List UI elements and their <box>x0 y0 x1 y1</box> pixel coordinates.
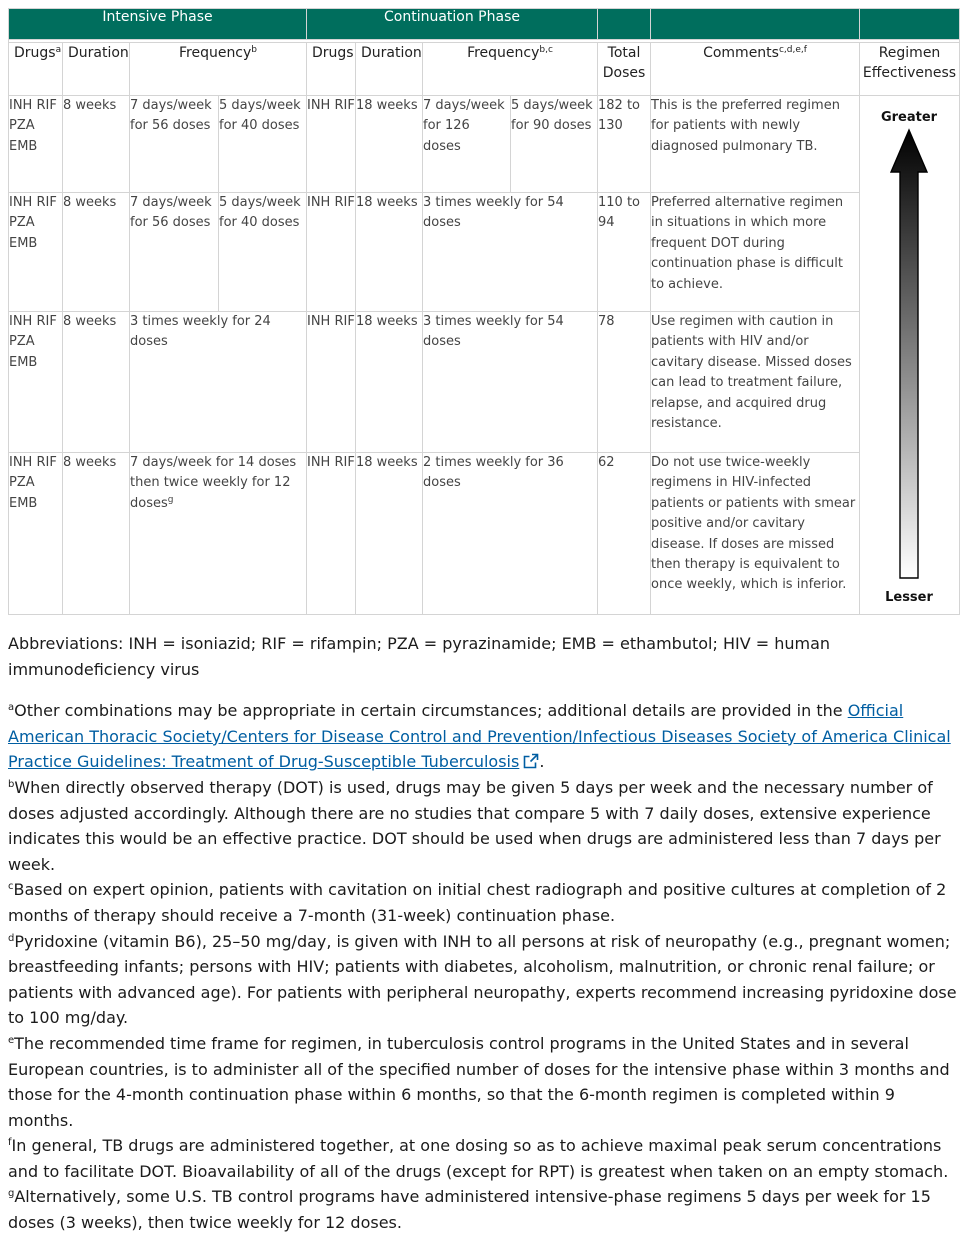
footnote-b: $^b$When directly observed therapy (DOT) is used, drugs may be given 5 days per week and the necessary number of doses adjusted accordingly. Although there are no studies that compare 5 with 7 daily doses, extensive experience indicates this would be an effective practice. DOT should be used when drugs are administered less than 7 days per week. <box>8 777 941 874</box>
lesser-label: Lesser <box>885 590 933 605</box>
frequency-cell: 3 times weekly for 24 doses <box>130 312 307 453</box>
phase-header-blank <box>860 9 960 40</box>
footnote-e: $^e$The recommended time frame for regimen, in tuberculosis control programs in the United States and in several European countries, is to administer all of the specified number of doses for the intensive phase within 3 months and those for the 4-month continuation phase within 6 months, so that the 6-month regimen is completed within 9 months. <box>8 1033 950 1130</box>
table-row <box>9 96 960 193</box>
total-doses-cell: 62 <box>598 453 651 615</box>
footnote-g: $^g$Alternatively, some U.S. TB control programs have administered intensive-phase regimens 5 days per week for 15 doses (3 weeks), then twice weekly for 12 doses. <box>8 1187 931 1233</box>
duration-cell: 8 weeks <box>63 193 130 312</box>
cont-frequency-column-header: Frequency$^{b,c}$ <box>423 43 598 96</box>
footnote-a: $^a$Other combinations may be appropriate in certain circumstances; additional details are provided in the Official American Thoracic Society/Centers for Disease Control and Prevention/Infectious Diseases Society of America Clinical Practice Guidelines: Treatment of Drug-Susceptible Tuberculosis . <box>8 701 951 772</box>
duration-column-header: Duration <box>63 43 130 96</box>
footnote-f: $^f$In general, TB drugs are administered together, at one dosing so as to achieve maximal peak serum concentrations and to facilitate DOT. Bioavailability of all of the drugs (except for RPT) is greatest when taken on an empty stomach. <box>8 1136 949 1181</box>
cont-drugs-column-header: Drugs <box>307 43 356 96</box>
table-row <box>9 312 960 453</box>
cont-duration-cell: 18 weeks <box>356 312 423 453</box>
cont-frequency-cell: 3 times weekly for 54 doses <box>423 193 598 312</box>
comments-cell: Preferred alternative regimen in situations in which more frequent DOT during continuation phase is difficult to achieve. <box>651 193 860 312</box>
cont-drugs-cell: INH RIF <box>307 312 356 453</box>
duration-cell: 8 weeks <box>63 312 130 453</box>
phase-header-blank <box>598 9 651 40</box>
total-doses-column-header: Total Doses <box>598 43 651 96</box>
effectiveness-column-header: Regimen Effectiveness <box>860 43 960 96</box>
frequency-column-header: Frequency$^b$ <box>130 43 307 96</box>
cont-drugs-cell: INH RIF <box>307 453 356 615</box>
frequency-cell: 7 days/week for 56 doses <box>130 193 219 312</box>
cont-frequency-cell: 7 days/week for 126 doses <box>423 96 511 193</box>
cont-frequency-cell: 5 days/week for 90 doses <box>511 96 598 193</box>
cont-drugs-cell: INH RIF <box>307 96 356 193</box>
phase-header-blank <box>651 9 860 40</box>
effectiveness-scale <box>860 106 958 606</box>
footnote-d: $^d$Pyridoxine (vitamin B6), 25–50 mg/day, is given with INH to all persons at risk of neuropathy (e.g., pregnant women; breastfeeding infants; persons with HIV; patients with diabetes, alcoholism, malnutrition, or chronic renal failure; or patients with advanced age). For patients with peripheral neuropathy, experts recommend increasing pyridoxine dose to 100 mg/day. <box>8 931 957 1028</box>
phase-header-row <box>9 9 960 40</box>
frequency-cell: 5 days/week for 40 doses <box>219 193 307 312</box>
drugs-cell: INH RIF PZA EMB <box>9 96 63 193</box>
drugs-cell: INH RIF PZA EMB <box>9 312 63 453</box>
cont-duration-cell: 18 weeks <box>356 193 423 312</box>
frequency-cell: 5 days/week for 40 doses <box>219 96 307 193</box>
guidelines-link[interactable]: Official American Thoracic Society/Centers for Disease Control and Prevention/Infectious Diseases Society of America Clinical Practice Guidelines: Treatment of Drug-Susceptible Tuberculosis <box>8 701 951 772</box>
comments-column-header: Comments$^{c,d,e,f}$ <box>651 43 860 96</box>
cont-duration-cell: 18 weeks <box>356 96 423 193</box>
tb-regimen-table <box>8 8 960 615</box>
table-row <box>9 193 960 312</box>
drugs-cell: INH RIF PZA EMB <box>9 453 63 615</box>
total-doses-cell: 110 to 94 <box>598 193 651 312</box>
duration-cell: 8 weeks <box>63 96 130 193</box>
greater-label: Greater <box>880 110 938 125</box>
frequency-cell: 7 days/week for 56 doses <box>130 96 219 193</box>
gradient-up-arrow-icon <box>888 128 930 582</box>
comments-cell: Do not use twice-weekly regimens in HIV-infected patients or patients with smear positive and/or cavitary disease. If doses are missed then therapy is equivalent to once weekly, which is inferior. <box>651 453 860 615</box>
frequency-cell: 7 days/week for 14 doses then twice weekly for 12 doses$^g$ <box>130 453 307 615</box>
cont-duration-cell: 18 weeks <box>356 453 423 615</box>
cont-drugs-cell: INH RIF <box>307 193 356 312</box>
table-notes <box>8 631 963 1236</box>
table-row <box>9 453 960 615</box>
total-doses-cell: 182 to 130 <box>598 96 651 193</box>
total-doses-cell: 78 <box>598 312 651 453</box>
duration-cell: 8 weeks <box>63 453 130 615</box>
drugs-column-header: Drugs$^a$ <box>9 43 63 96</box>
external-link-icon[interactable] <box>523 753 539 769</box>
regimen-effectiveness-cell <box>860 96 960 615</box>
abbreviations-note: Abbreviations: INH = isoniazid; RIF = rifampin; PZA = pyrazinamide; EMB = ethambutol; HIV = human immunodeficiency virus <box>8 634 831 679</box>
cont-duration-column-header: Duration <box>356 43 423 96</box>
intensive-phase-header: Intensive Phase <box>9 9 307 40</box>
cont-frequency-cell: 2 times weekly for 36 doses <box>423 453 598 615</box>
cont-frequency-cell: 3 times weekly for 54 doses <box>423 312 598 453</box>
column-header-row <box>9 43 960 96</box>
drugs-cell: INH RIF PZA EMB <box>9 193 63 312</box>
footnote-c: $^c$Based on expert opinion, patients with cavitation on initial chest radiograph and positive cultures at completion of 2 months of therapy should receive a 7-month (31-week) continuation phase. <box>8 880 947 925</box>
comments-cell: Use regimen with caution in patients with HIV and/or cavitary disease. Missed doses can lead to treatment failure, relapse, and acquired drug resistance. <box>651 312 860 453</box>
comments-cell: This is the preferred regimen for patients with newly diagnosed pulmonary TB. <box>651 96 860 193</box>
continuation-phase-header: Continuation Phase <box>307 9 598 40</box>
